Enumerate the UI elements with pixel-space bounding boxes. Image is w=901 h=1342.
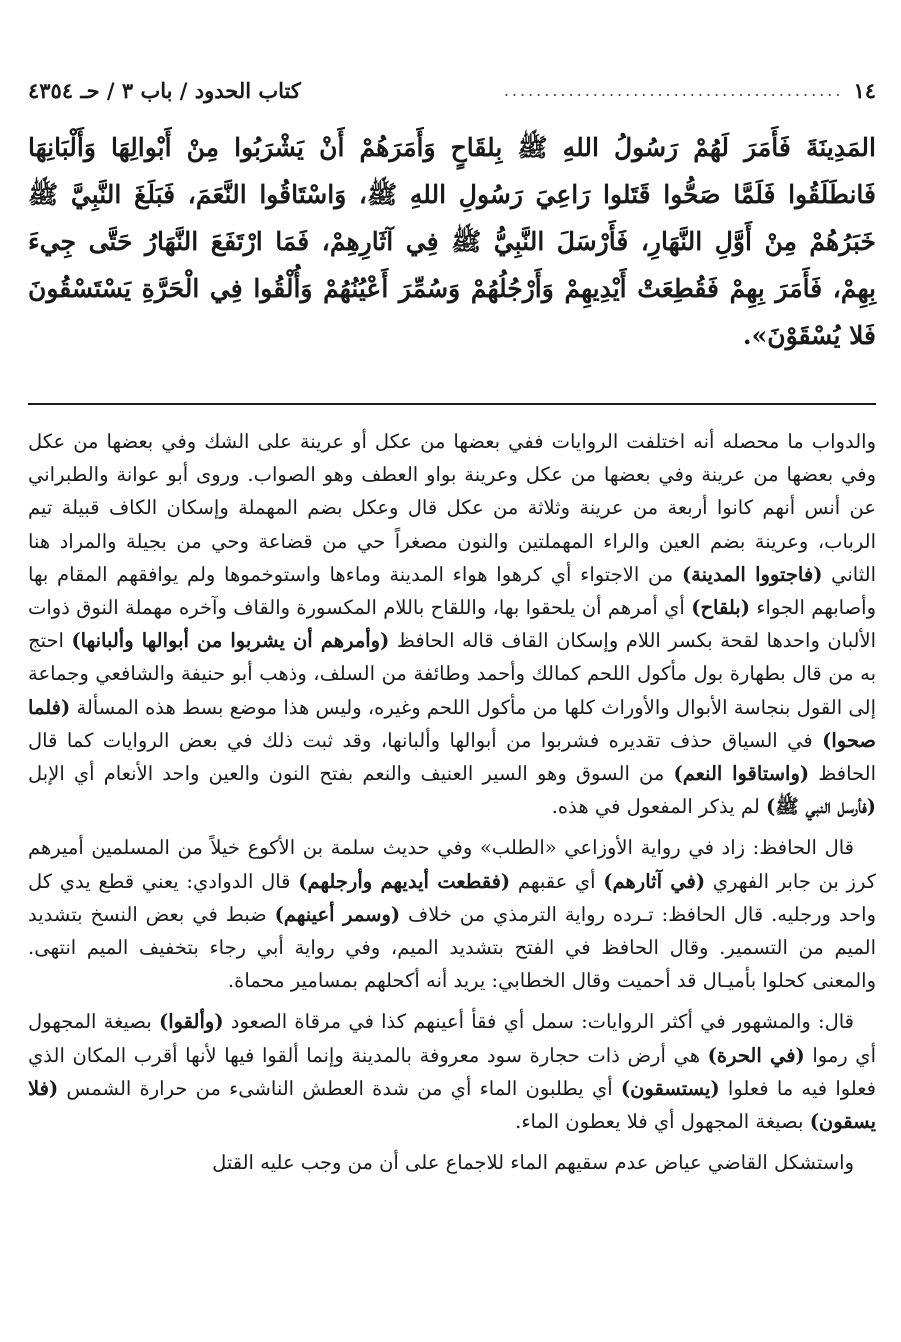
quoted-phrase: (فلا يسقون): [28, 1076, 876, 1134]
leader-dots: ..........................................: [503, 80, 844, 100]
quoted-phrase: (فلما صحوا): [28, 695, 876, 752]
commentary-text: بصيغة المجهول أي رموا: [28, 1010, 876, 1067]
quoted-phrase: (في آثارهم): [603, 869, 706, 893]
quoted-phrase: (واستاقوا النعم): [673, 762, 810, 786]
commentary-text: والدواب ما محصله أنه اختلفت الروايات ففي بعضها من عكل أو عرينة على الشك وفي بعضها من عكل وفي بعضها من عرينة وفي بعضها من عكل وعرينة بواو العطف وهو الصواب. وروى أبو عوانة والطبراني عن أنس أنهم كانوا أربعة من عرينة وثلاثة من عكل قال وعكل بضم المهملة وإسكان الكاف قبيلة تيم الرباب، وعرينة بضم العين والراء المهملتين والنون مصغراً حي من قضاعة وحي من بجيلة والمراد هنا الثاني: [28, 430, 876, 586]
commentary-paragraph: [28, 1146, 876, 1179]
commentary-paragraph: [28, 1005, 876, 1138]
commentary-text: لم يذكر المفعول في هذه.: [551, 795, 766, 819]
quoted-phrase: (فقطعت أيديهم وأرجلهم): [298, 869, 511, 893]
commentary-text: في السياق حذف تقديره فشربوا من أبوالها وألبانها، وقد ثبت ذلك في بعض الروايات كما قال الحافظ: [28, 728, 876, 786]
commentary-text: من الاجتواء أي كرهوا هواء المدينة وماءها واستوخموها ولم يوافقهم المقام بها وأصابهم الجواء: [28, 562, 877, 620]
commentary-text: واستشكل القاضي عياض عدم سقيهم الماء للاجماع على أن من وجب عليه القتل: [212, 1151, 854, 1175]
footnote-divider: [28, 403, 876, 405]
commentary-text: أي أمرهم أن يلحقوا بها، واللقاح باللام المكسورة والقاف وآخره مهملة النوق ذوات الألبان واحدها لقحة بكسر اللام وإسكان القاف قاله الحافظ: [28, 596, 876, 653]
commentary: [28, 425, 876, 1179]
hadith-text: المَدِينَةَ فَأَمَرَ لَهُمْ رَسُولُ اللهِ ﷺ بِلقَاحٍ وَأَمَرَهُمْ أَنْ يَشْرَبُوا مِنْ أَبْوالِهَا وَأَلْبَانِهَا فَانطَلَقُوا فَلَمَّا صَحُّوا قَتَلوا رَاعِيَ رَسُولِ اللهِ ﷺ، وَاسْتَاقُوا النَّعَمَ، فَبَلَغَ النَّبِيَّ ﷺ خَبَرُهُمْ مِنْ أَوَّلِ النَّهَارِ، فَأَرْسَلَ النَّبِيُّ ﷺ فِي آثَارِهِمْ، فَمَا ارْتَفَعَ النَّهَارُ حَتَّى جِيءَ بِهِمْ، فَأَمَرَ بِهِمْ فَقُطِعَتْ أَيْدِيهِمْ وَأَرْجُلُهُمْ وَسُمِّرَ أَعْيُنُهُمْ وَأُلْقُوا فِي الْحَرَّةِ يَسْتَسْقُونَ فَلا يُسْقَوْنَ».: [28, 133, 876, 350]
commentary-text: هي أرض ذات حجارة سود معروفة بالمدينة وإنما ألقوا فيها لأنها أقرب المكان الذي فعلوا فيه ما فعلوا: [28, 1043, 876, 1100]
quoted-phrase: (فأرسل النبي ﷺ): [765, 795, 876, 819]
running-header: [28, 70, 876, 110]
quoted-phrase: (وسمر أعينهم): [274, 902, 401, 926]
quoted-phrase: (في الحرة): [707, 1043, 805, 1067]
commentary-text: بصيغة المجهول أي فلا يعطون الماء.: [515, 1110, 810, 1134]
commentary-paragraph: [28, 831, 876, 997]
commentary-text: قال: والمشهور في أكثر الروايات: سمل أي فقأ أعينهم كذا في مرقاة الصعود: [223, 1010, 855, 1034]
commentary-text: قال الدوادي: يعني قطع يدي كل واحد ورجليه. قال الحافظ: تـرده رواية الترمذي من خلاف: [28, 869, 876, 926]
quoted-phrase: (بلقاح): [691, 596, 750, 620]
commentary-text: أي يطلبون الماء أي من شدة العطش الناشىء من حرارة الشمس: [58, 1076, 621, 1100]
quoted-phrase: (وألقوا): [158, 1010, 224, 1034]
commentary-text: من السوق وهو السير العنيف والنعم بفتح النون والعين واحد الأنعام أي الإبل: [28, 762, 674, 786]
running-title: كتاب الحدود / باب ٣ / حـ ٤٣٥٤: [28, 77, 301, 103]
page-number: ١٤: [853, 77, 876, 103]
book-page: [28, 70, 876, 1179]
quoted-phrase: (وأمرهم أن يشربوا من أبوالها وألبانها): [71, 629, 390, 653]
commentary-paragraph: [28, 425, 876, 823]
commentary-text: قال الحافظ: زاد في رواية الأوزاعي «الطلب» وفي حديث سلمة بن الأكوع خيلاً من المسلمين أميرهم كرز بن جابر الفهري: [28, 836, 877, 893]
commentary-text: ضبط في بعض النسخ بتشديد الميم من التسمير. وقال الحافظ في الفتح بتشديد الميم، وفي رواية أبي رجاء بتخفيف الميم انتهى. والمعنى كحلوا بأميـال قد أحميت وقال الخطابي: يريد أنه أكحلهم بمسامير محماة.: [28, 902, 876, 993]
commentary-text: احتج به من قال بطهارة بول مأكول اللحم كمالك وأحمد وطائفة من السلف، وذهب أبو حنيفة والشافعي وجماعة إلى القول بنجاسة الأبوال والأوراث كلها من مأكول اللحم وغيره، وليس هذا موضع بسط هذه المسألة: [28, 629, 876, 719]
quoted-phrase: (فاجتووا المدينة): [681, 562, 823, 586]
commentary-text: أي عقبهم: [510, 869, 604, 893]
quoted-phrase: (يستسقون): [620, 1076, 720, 1100]
